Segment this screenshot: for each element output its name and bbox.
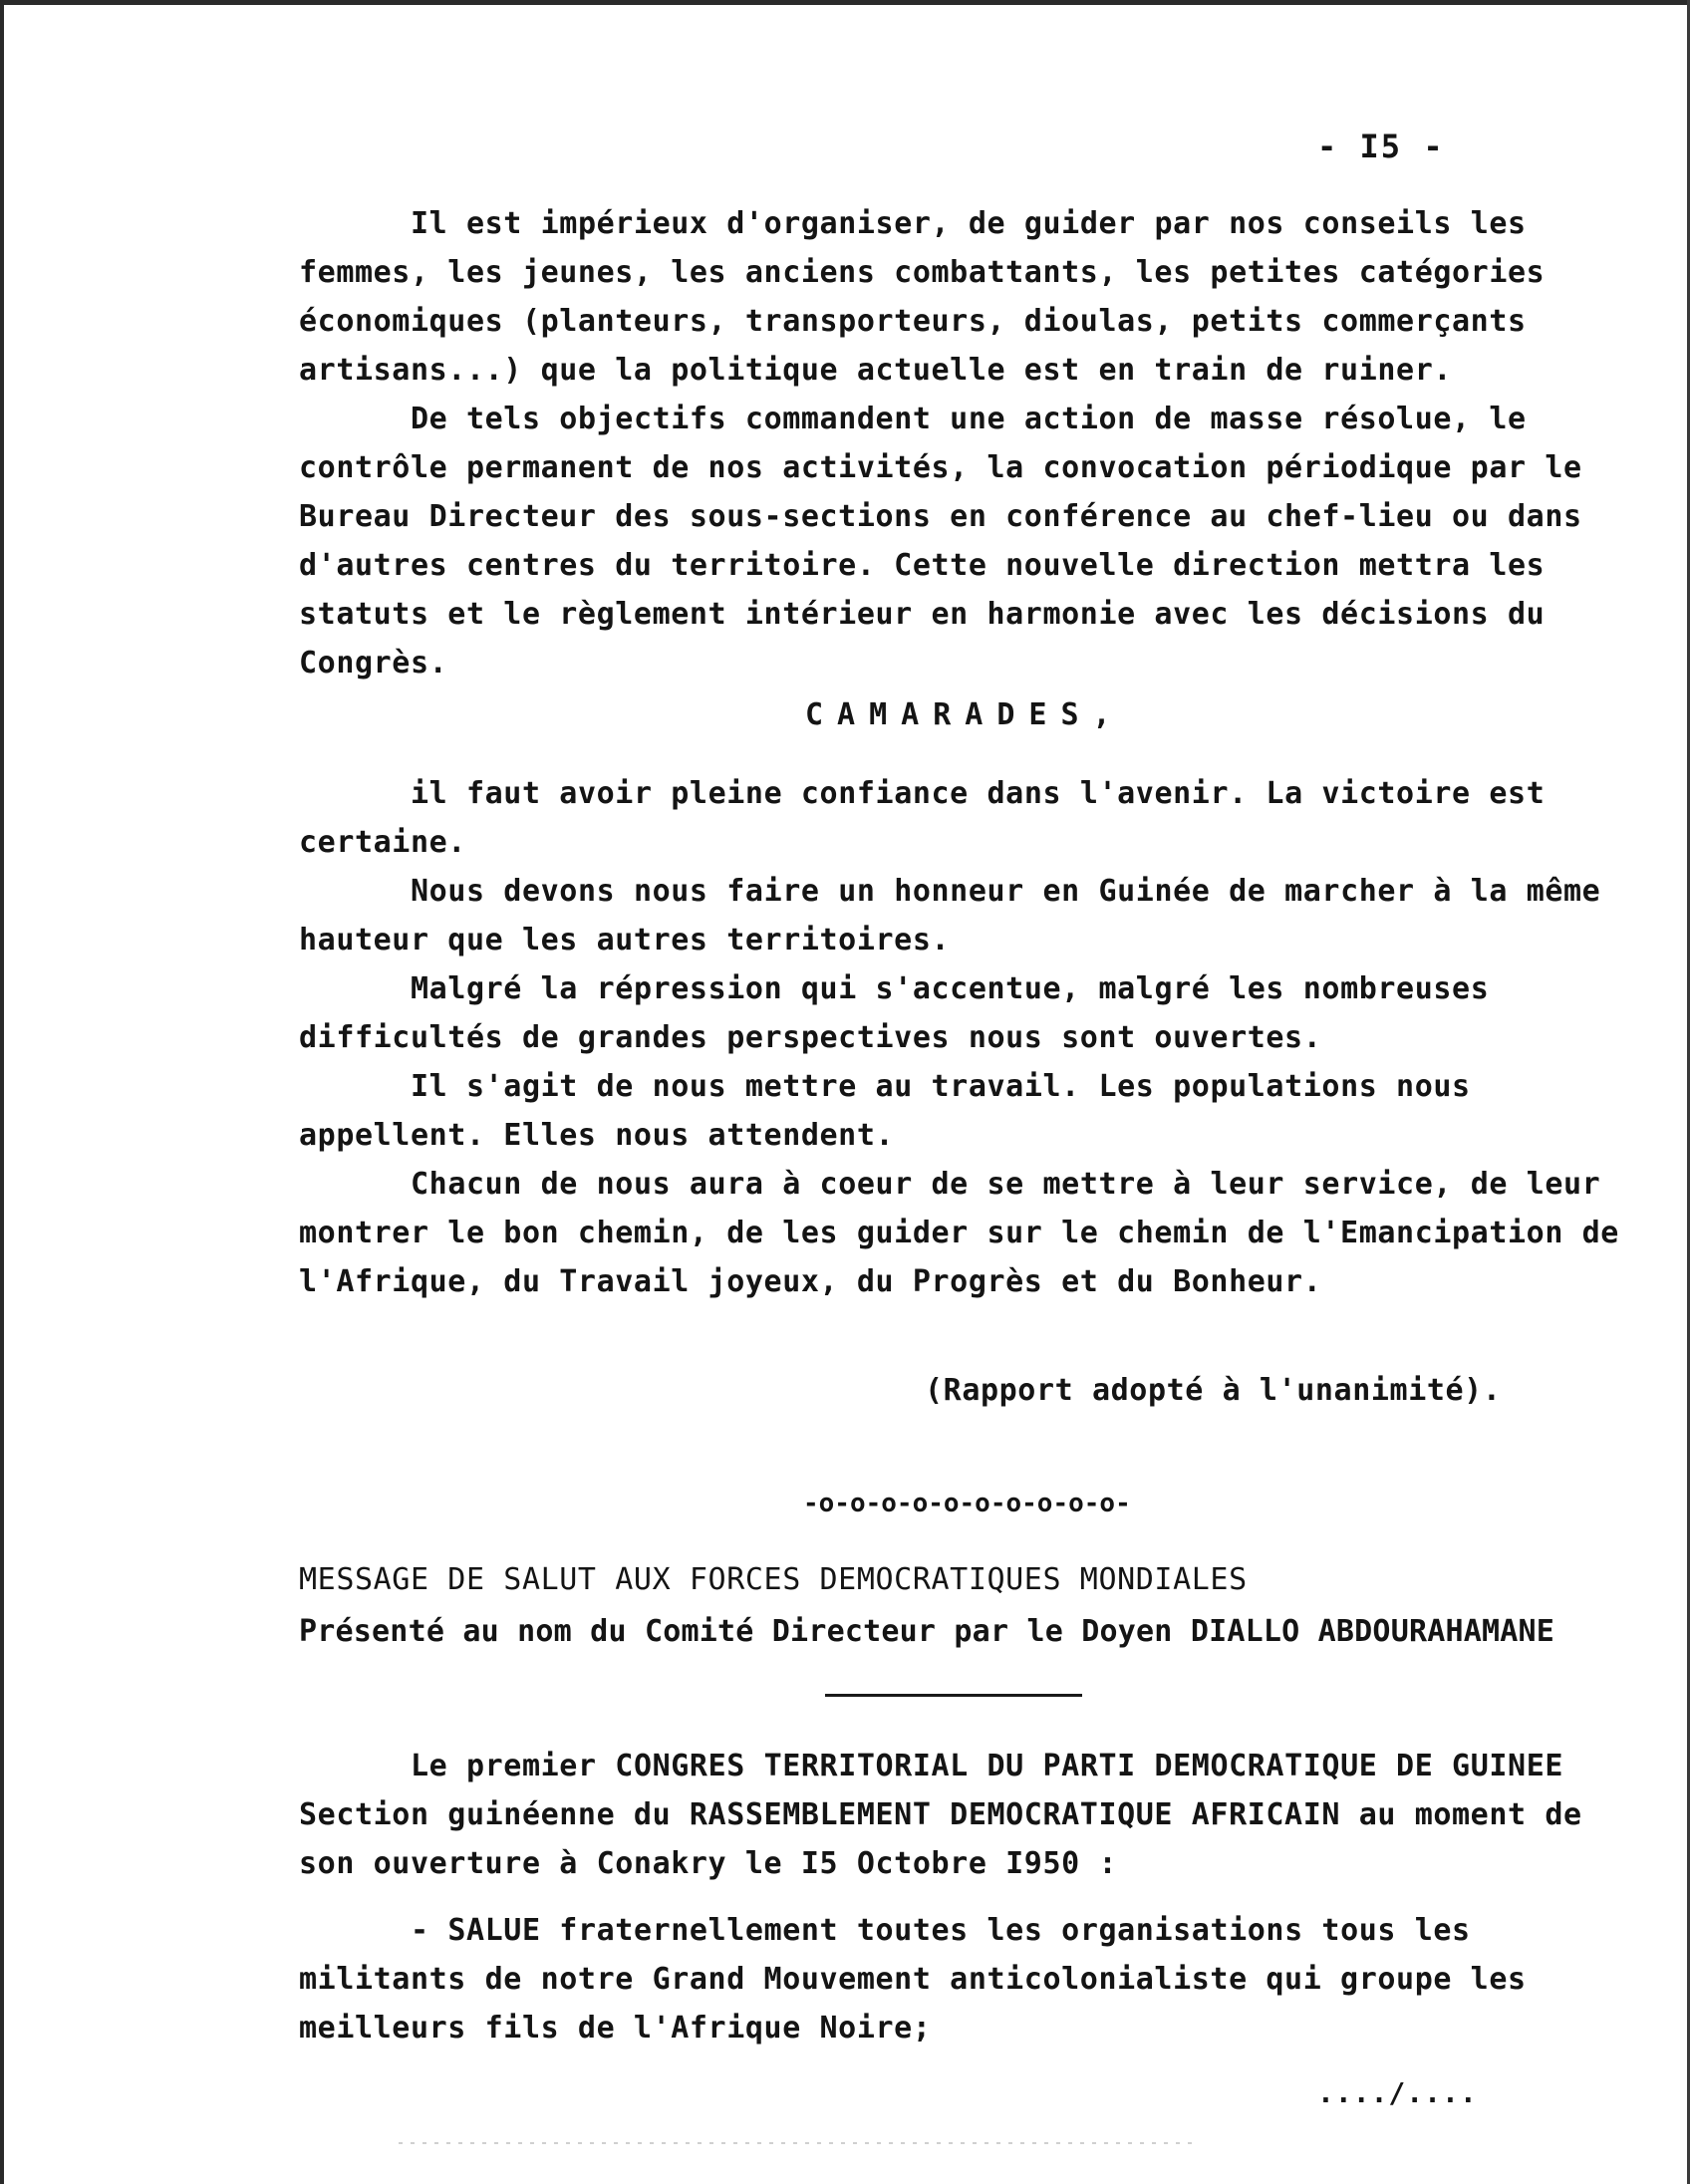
- paragraph: - SALUE fraternellement toutes les organisations tous les militants de notre Grand Mouvement anticolonialiste qui groupe les meilleurs fils de l'Afrique Noire;: [299, 1913, 1527, 2046]
- message-subtitle: Présenté au nom du Comité Directeur par le Doyen DIALLO ABDOURAHAMANE: [299, 1614, 1555, 1649]
- scan-noise: [399, 2142, 1196, 2144]
- horizontal-rule: [825, 1694, 1082, 1697]
- page-number: - I5 -: [1317, 128, 1445, 165]
- paragraph: Le premier CONGRES TERRITORIAL DU PARTI DEMOCRATIQUE DE GUINEE Section guinéenne du RASSEMBLEMENT DEMOCRATIQUE AFRICAIN au moment de son ouverture à Conakry le I5 Octobre I950 :: [299, 1749, 1582, 1881]
- paragraph: Il est impérieux d'organiser, de guider par nos conseils les femmes, les jeunes, les anciens combattants, les petites catégories économiques (planteurs, transporteurs, dioulas, petits commerçants artisans...) que la politique actuelle est en train de ruiner.: [299, 206, 1546, 388]
- paragraph: Chacun de nous aura à coeur de se mettre à leur service, de leur montrer le bon chemin, de les guider sur le chemin de l'Emancipation de l'Afrique, du Travail joyeux, du Progrès et du Bonheur.: [299, 1167, 1619, 1299]
- paragraph: il faut avoir pleine confiance dans l'avenir. La victoire est certaine.: [299, 776, 1546, 860]
- section-heading: CAMARADES,: [805, 697, 1125, 732]
- body-section-top: [299, 199, 1634, 687]
- body-section-middle: [299, 769, 1634, 1306]
- section-divider-ornament: -o-o-o-o-o-o-o-o-o-o-: [803, 1489, 1131, 1518]
- paragraph: Nous devons nous faire un honneur en Guinée de marcher à la même hauteur que les autres territoires.: [299, 874, 1601, 957]
- closing-note: (Rapport adopté à l'unanimité).: [925, 1373, 1502, 1408]
- continuation-marker: ..../....: [1317, 2076, 1478, 2109]
- paragraph: Il s'agit de nous mettre au travail. Les populations nous appellent. Elles nous attendent.: [299, 1069, 1471, 1153]
- paragraph: Malgré la répression qui s'accentue, malgré les nombreuses difficultés de grandes perspectives nous sont ouvertes.: [299, 971, 1490, 1055]
- message-title: MESSAGE DE SALUT AUX FORCES DEMOCRATIQUES MONDIALES: [299, 1562, 1248, 1597]
- paragraph: De tels objectifs commandent une action de masse résolue, le contrôle permanent de nos activités, la convocation périodique par le Bureau Directeur des sous-sections en conférence au chef-lieu ou dans d'autres centres du territoire. Cette nouvelle direction mettra les statuts et le règlement intérieur en harmonie avec les décisions du Congrès.: [299, 402, 1582, 681]
- body-section-bottom: [299, 1742, 1634, 2052]
